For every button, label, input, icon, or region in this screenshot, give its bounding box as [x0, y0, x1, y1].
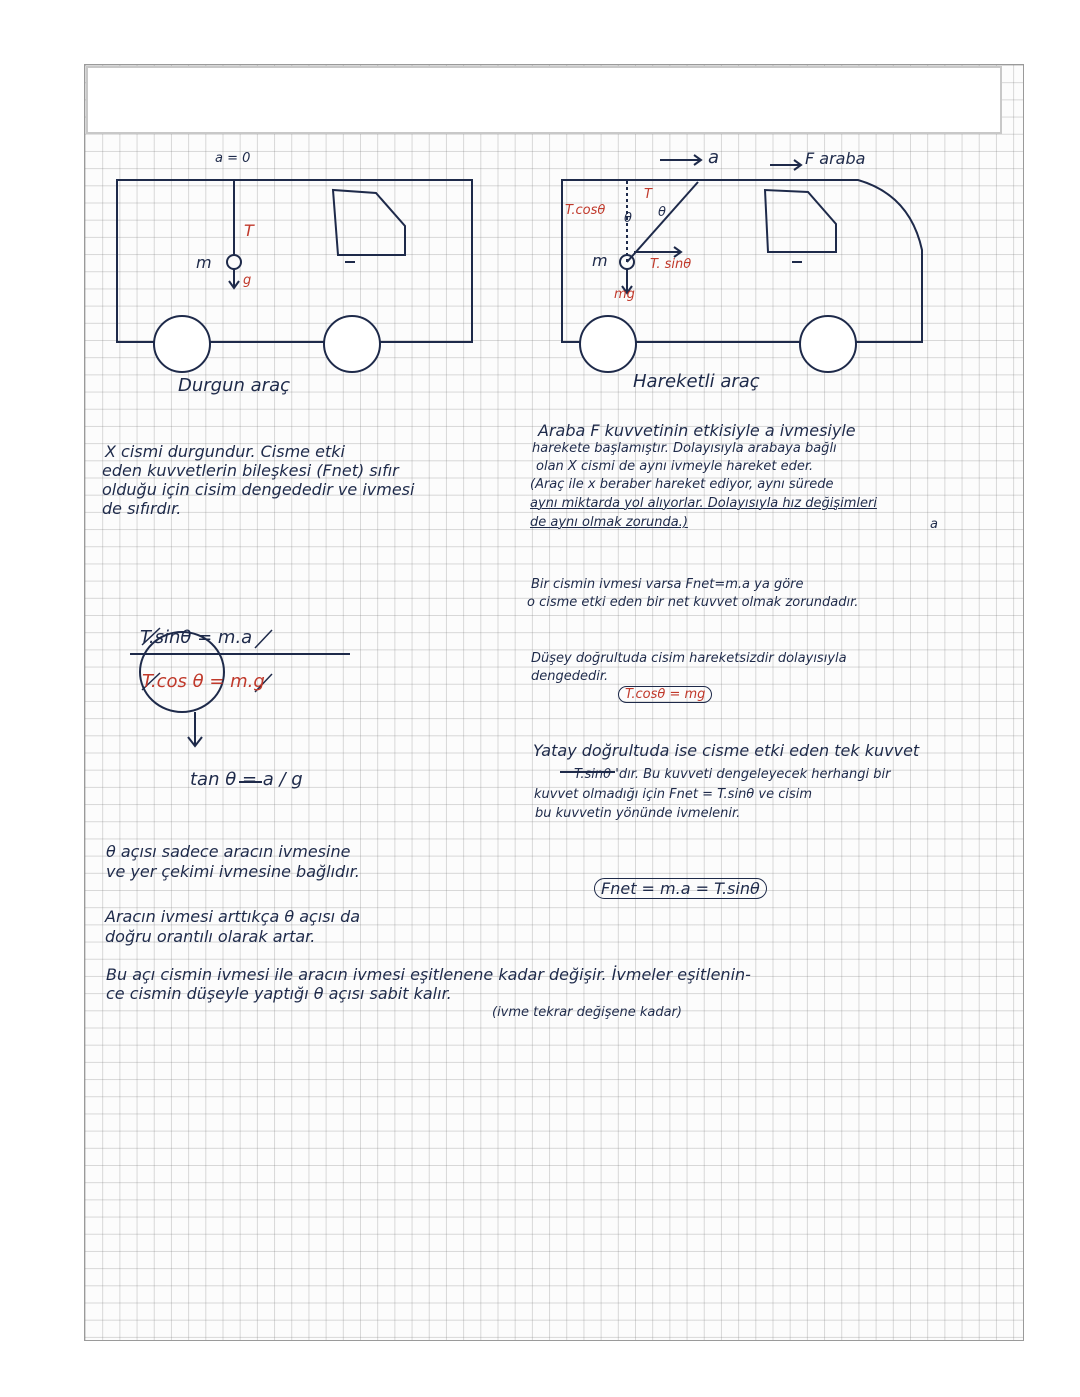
label-m-left: m	[196, 253, 212, 272]
label-mg: mg	[614, 287, 635, 302]
equation-fnet-text: Fnet = m.a = T.sinθ	[594, 878, 767, 899]
equation-fnet	[594, 880, 767, 898]
theta-text-line-2: ve yer çekimi ivmesine bağlıdır.	[106, 862, 360, 881]
p1-a-mark: a	[930, 517, 938, 532]
caption-moving: Hareketli araç	[633, 371, 760, 392]
x-text-line-4: de sıfırdır.	[102, 499, 182, 518]
equation-cos: T.cos θ = m.g	[142, 671, 265, 692]
left-van-wheel-rear	[154, 316, 210, 372]
label-T-left: T	[244, 221, 254, 240]
theta-text-line-1: θ açısı sadece aracın ivmesine	[106, 842, 351, 861]
equation-cos-mg-text: T.cosθ = mg	[618, 686, 712, 703]
left-van-window	[333, 190, 405, 255]
p2-line-2: o cisme etki eden bir net kuvvet olmak zorundadır.	[527, 595, 859, 610]
label-T-sin: T. sinθ	[650, 257, 692, 272]
right-van-wheel-front	[800, 316, 856, 372]
bottom-line-1: Aracın ivmesi arttıkça θ açısı da	[105, 907, 361, 926]
equation-cos-mg	[618, 688, 712, 703]
label-F-araba: F araba	[805, 149, 866, 168]
p1-line-3: olan X cismi de aynı ivmeyle hareket eder.	[536, 459, 814, 474]
caption-stationary: Durgun araç	[178, 375, 290, 396]
p1-line-5: aynı miktarda yol alıyorlar. Dolayısıyla hız değişimleri	[530, 496, 877, 511]
label-m-right: m	[592, 251, 608, 270]
label-T-cos: T.cosθ	[565, 203, 606, 218]
label-T-right: T	[644, 187, 652, 202]
label-a-zero: a = 0	[215, 151, 251, 166]
x-text-line-1: X cismi durgundur. Cisme etki	[105, 442, 345, 461]
equation-tan: tan θ = a / g	[190, 769, 303, 790]
p2-line-1: Bir cismin ivmesi varsa Fnet=m.a ya göre	[531, 577, 804, 592]
right-van-wheel-rear	[580, 316, 636, 372]
bottom-note: (ivme tekrar değişene kadar)	[492, 1005, 682, 1020]
p1-line-1: Araba F kuvvetinin etkisiyle a ivmesiyle	[538, 421, 856, 440]
left-van-drawing	[117, 180, 472, 372]
p4-line-2: T.sinθ 'dır. Bu kuvveti dengeleyecek herhangi bir	[574, 767, 891, 782]
x-text-line-2: eden kuvvetlerin bileşkesi (Fnet) sıfır	[102, 461, 399, 480]
bottom-line-3: Bu açı cismin ivmesi ile aracın ivmesi eşitlenene kadar değişir. İvmeler eşitlenin-	[106, 965, 751, 984]
p3-line-2: dengededir.	[531, 669, 609, 684]
x-text-line-3: olduğu için cisim dengededir ve ivmesi	[102, 480, 415, 499]
right-van-window	[765, 190, 836, 252]
p4-line-3: kuvvet olmadığı için Fnet = T.sinθ ve cisim	[534, 787, 813, 802]
p3-line-1: Düşey doğrultuda cisim hareketsizdir dolayısıyla	[531, 651, 847, 666]
label-theta-2: θ	[658, 205, 666, 220]
right-van-drawing	[562, 155, 922, 372]
right-rope	[627, 182, 698, 262]
left-van-wheel-front	[324, 316, 380, 372]
p1-line-2: harekete başlamıştır. Dolayısıyla arabaya bağlı	[532, 441, 837, 456]
left-mass	[227, 255, 241, 269]
label-a-vector: a	[708, 147, 720, 168]
bottom-line-2: doğru orantılı olarak artar.	[105, 927, 316, 946]
equation-sin: T.sinθ = m.a	[140, 627, 253, 648]
p1-line-4: (Araç ile x beraber hareket ediyor, aynı sürede	[530, 477, 834, 492]
label-theta-1: θ	[624, 211, 632, 226]
p1-line-6: de aynı olmak zorunda.)	[530, 515, 688, 530]
label-g-left: g	[243, 273, 252, 288]
bottom-line-4: ce cismin düşeyle yaptığı θ açısı sabit kalır.	[106, 984, 452, 1003]
p4-line-1: Yatay doğrultuda ise cisme etki eden tek kuvvet	[533, 741, 920, 760]
p4-line-4: bu kuvvetin yönünde ivmelenir.	[535, 806, 741, 821]
